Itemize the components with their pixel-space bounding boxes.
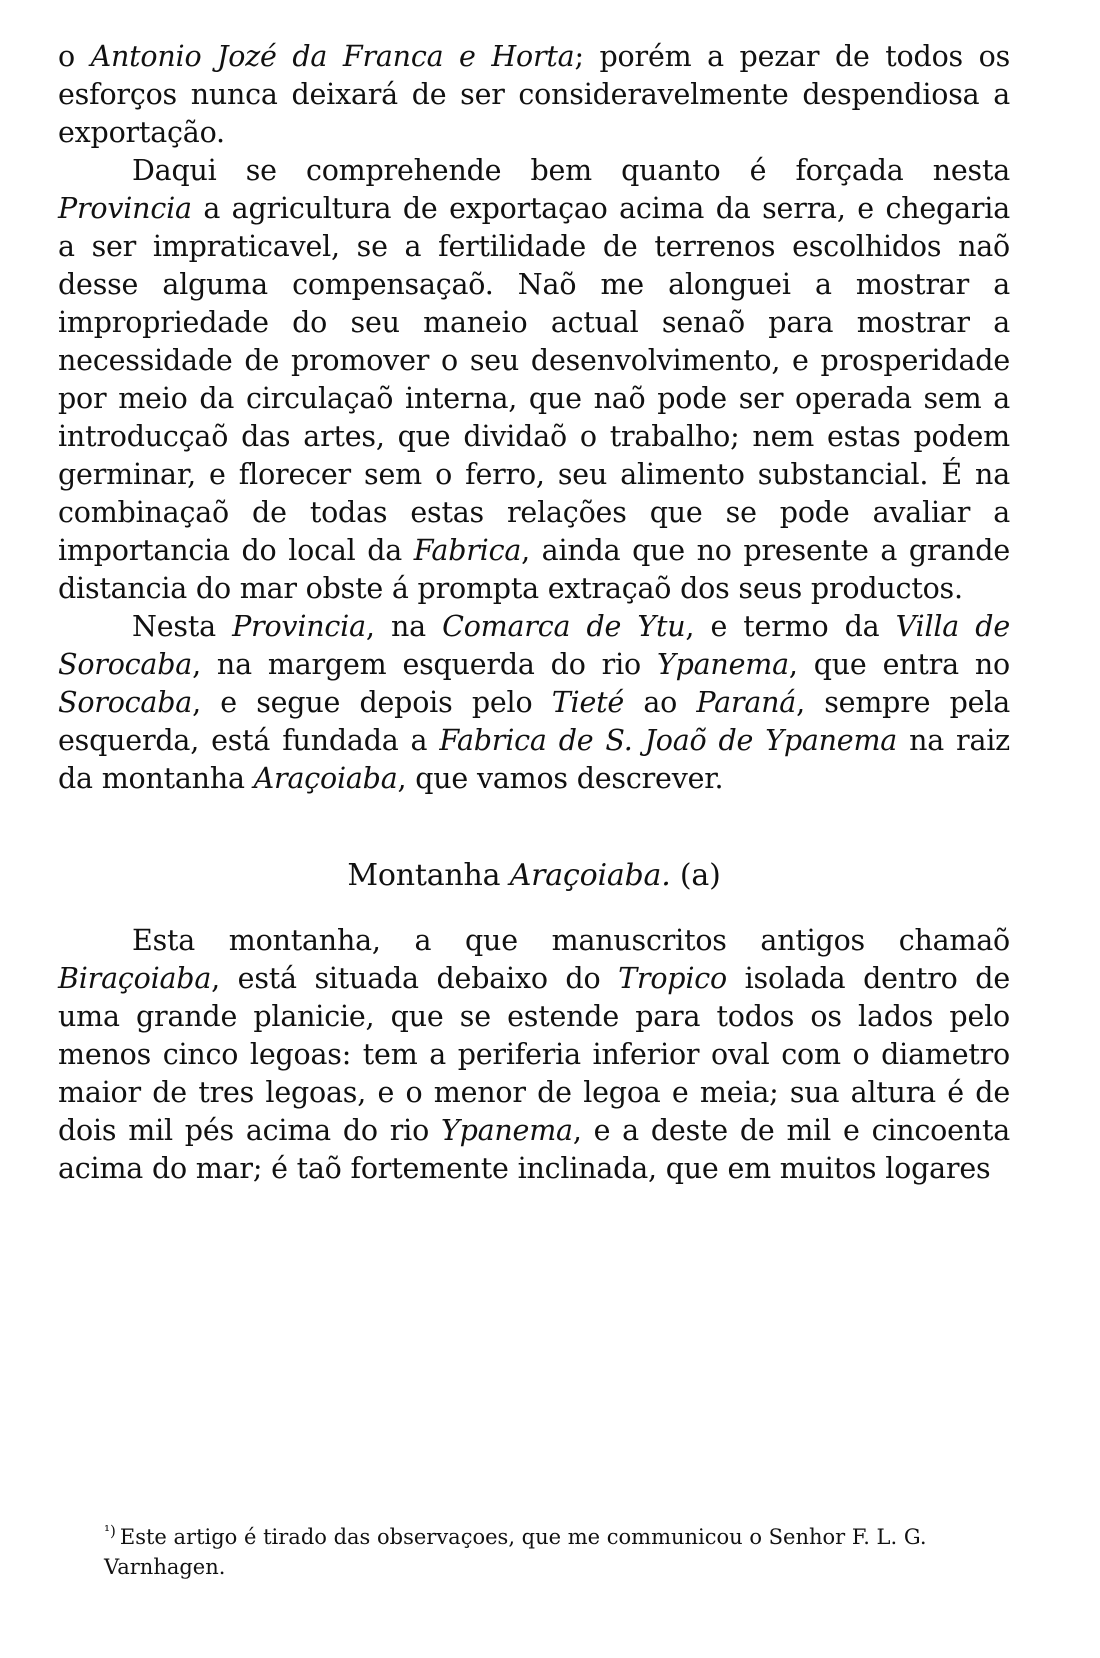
text-segment: , na margem esquerda do rio: [192, 648, 657, 681]
heading-text: Montanha: [347, 858, 510, 893]
text-segment: a agricultura de exportaçao acima da serra, e chegaria a ser impraticavel, se a fertilidade de terrenos escolhidos naõ desse alguma compensaçaõ. Naõ me alonguei a mostrar a impropriedade do seu maneio actual senaõ para mostrar a necessidade de promover o seu desenvolvimento, e prosperidade por meio da circulaçaõ interna, que naõ pode ser operada sem a introducçaõ das artes, que dividaõ o trabalho; nem estas podem germinar, e florecer sem o ferro, seu alimento substancial. É na combinaçaõ de todas estas relações que se pode avaliar a importancia do local da: [58, 192, 1010, 567]
text-segment: isolada dentro de uma grande planicie, que se estende para todos os lados pelo menos cinco legoas: tem a periferia inferior oval com o diametro maior de tres legoas, e o menor de legoa e meia; sua altura é de dois mil pés acima do rio: [58, 962, 1010, 1147]
text-segment: ao: [624, 686, 697, 719]
text-segment: o: [58, 40, 91, 73]
section-heading: [58, 856, 1010, 896]
italic-term: Fabrica: [413, 534, 522, 567]
text-segment: , sempre pela esquerda, está fundada a: [58, 686, 1011, 757]
italic-place: Villa de Sorocaba: [58, 610, 1010, 681]
italic-term: Tropico: [618, 962, 727, 995]
italic-name: Antonio Jozé da Franca e Horta: [90, 40, 575, 73]
text-segment: , na: [365, 610, 443, 643]
text-segment: , que vamos descrever.: [397, 762, 724, 795]
footnote: [104, 1516, 1004, 1582]
italic-place: Sorocaba: [58, 686, 193, 719]
paragraph-3: [58, 608, 1010, 798]
text-segment: Nesta: [132, 610, 233, 643]
text-segment: , e termo da: [685, 610, 896, 643]
text-segment: Esta montanha, a que manuscritos antigos chamaõ: [132, 924, 1010, 957]
text-segment: , e a deste de mil e cincoenta acima do mar; é taõ fortemente inclinada, que em muitos logares: [58, 1114, 1010, 1185]
italic-term: Provincia: [58, 192, 192, 225]
text-segment: na raiz da montanha: [58, 724, 1010, 795]
footnote-text: Este artigo é tirado das observaçoes, que me communicou o Senhor F. L. G. Varnhagen.: [104, 1525, 927, 1579]
footnote-mark: ¹): [104, 1522, 116, 1540]
body-text: [58, 38, 1010, 1188]
italic-term: Provincia: [232, 610, 366, 643]
text-segment: , está situada debaixo do: [211, 962, 619, 995]
italic-place: Tieté: [551, 686, 625, 719]
italic-place: Araçoiaba: [253, 762, 398, 795]
italic-term: Biraçoiaba: [58, 962, 212, 995]
paragraph-1: [58, 38, 1010, 152]
text-segment: Daqui se comprehende bem quanto é forçada nesta: [132, 154, 1010, 187]
heading-italic: Araçoiaba.: [509, 858, 671, 893]
text-segment: , que entra no: [788, 648, 1010, 681]
paragraph-4: [58, 922, 1010, 1188]
book-page: [58, 38, 1010, 1628]
paragraph-2: [58, 152, 1010, 608]
italic-place: Comarca de Ytu: [442, 610, 686, 643]
text-segment: , ainda que no presente a grande distancia do mar obste á prompta extraçaõ dos seus productos.: [58, 534, 1010, 605]
italic-place: Ypanema: [656, 648, 789, 681]
text-segment: , e segue depois pelo: [192, 686, 552, 719]
heading-footnote-ref: (a): [670, 858, 721, 893]
italic-place: Ypanema: [440, 1114, 573, 1147]
text-segment: ; porém a pezar de todos os esforços nunca deixará de ser consideravelmente despendiosa a exportação.: [58, 40, 1010, 149]
italic-place: Paraná: [696, 686, 797, 719]
italic-place: Fabrica de S. Joaõ de Ypanema: [439, 724, 898, 757]
